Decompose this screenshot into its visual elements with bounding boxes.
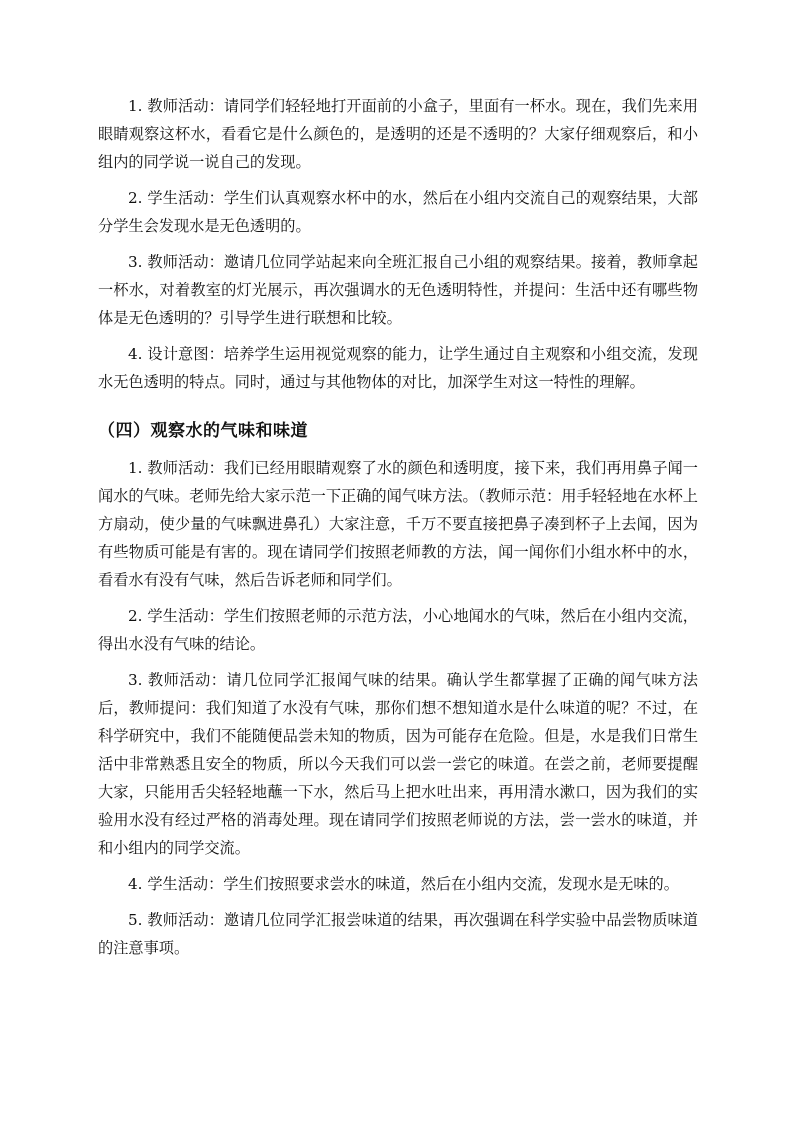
paragraph-student-activity-smell: 2. 学生活动：学生们按照老师的示范方法，小心地闻水的气味，然后在小组内交流，得出水没有气味的结论。 xyxy=(98,607,698,653)
paragraph-teacher-activity-report: 3. 教师活动：邀请几位同学站起来向全班汇报自己小组的观察结果。接着，教师拿起一杯水，对着教室的灯光展示，再次强调水的无色透明特性，并提问：生活中还有哪些物体是无色透明的？引导学生进行联想和比较。 xyxy=(98,253,698,327)
paragraph-teacher-activity-observe: 1. 教师活动：请同学们轻轻地打开面前的小盒子，里面有一杯水。现在，我们先来用眼睛观察这杯水，看看它是什么颜色的，是透明的还是不透明的？大家仔细观察后，和小组内的同学说一说自己的发现。 xyxy=(98,97,698,171)
section-heading: （四）观察水的气味和味道 xyxy=(98,421,308,441)
paragraph-teacher-activity-taste: 3. 教师活动：请几位同学汇报闻气味的结果。确认学生都掌握了正确的闻气味方法后，教师提问：我们知道了水没有气味，那你们想不想知道水是什么味道的呢？不过，在科学研究中，我们不能随便品尝未知的物质，因为可能存在危险。但是，水是我们日常生活中非常熟悉且安全的物质，所以今天我们可以尝一尝它的味道。在尝之前，老师要提醒大家，只能用舌尖轻轻地蘸一下水，然后马上把水吐出来，再用清水漱口，因为我们的实验用水没有经过严格的消毒处理。现在请同学们按照老师说的方法，尝一尝水的味道，并和小组内的同学交流。 xyxy=(98,671,698,857)
paragraph-teacher-activity-smell: 1. 教师活动：我们已经用眼睛观察了水的颜色和透明度，接下来，我们再用鼻子闻一闻水的气味。老师先给大家示范一下正确的闻气味方法。（教师示范：用手轻轻地在水杯上方扇动，使少量的气味飘进鼻孔）大家注意，千万不要直接把鼻子凑到杯子上去闻，因为有些物质可能是有害的。现在请同学们按照老师教的方法，闻一闻你们小组水杯中的水，看看水有没有气味，然后告诉老师和同学们。 xyxy=(98,459,698,589)
paragraph-design-intent: 4. 设计意图：培养学生运用视觉观察的能力，让学生通过自主观察和小组交流，发现水无色透明的特点。同时，通过与其他物体的对比，加深学生对这一特性的理解。 xyxy=(98,345,698,391)
paragraph-teacher-activity-summary: 5. 教师活动：邀请几位同学汇报尝味道的结果，再次强调在科学实验中品尝物质味道的注意事项。 xyxy=(98,911,698,957)
paragraph-student-activity-taste: 4. 学生活动：学生们按照要求尝水的味道，然后在小组内交流，发现水是无味的。 xyxy=(128,875,679,893)
paragraph-student-activity-observe: 2. 学生活动：学生们认真观察水杯中的水，然后在小组内交流自己的观察结果，大部分学生会发现水是无色透明的。 xyxy=(98,189,698,235)
